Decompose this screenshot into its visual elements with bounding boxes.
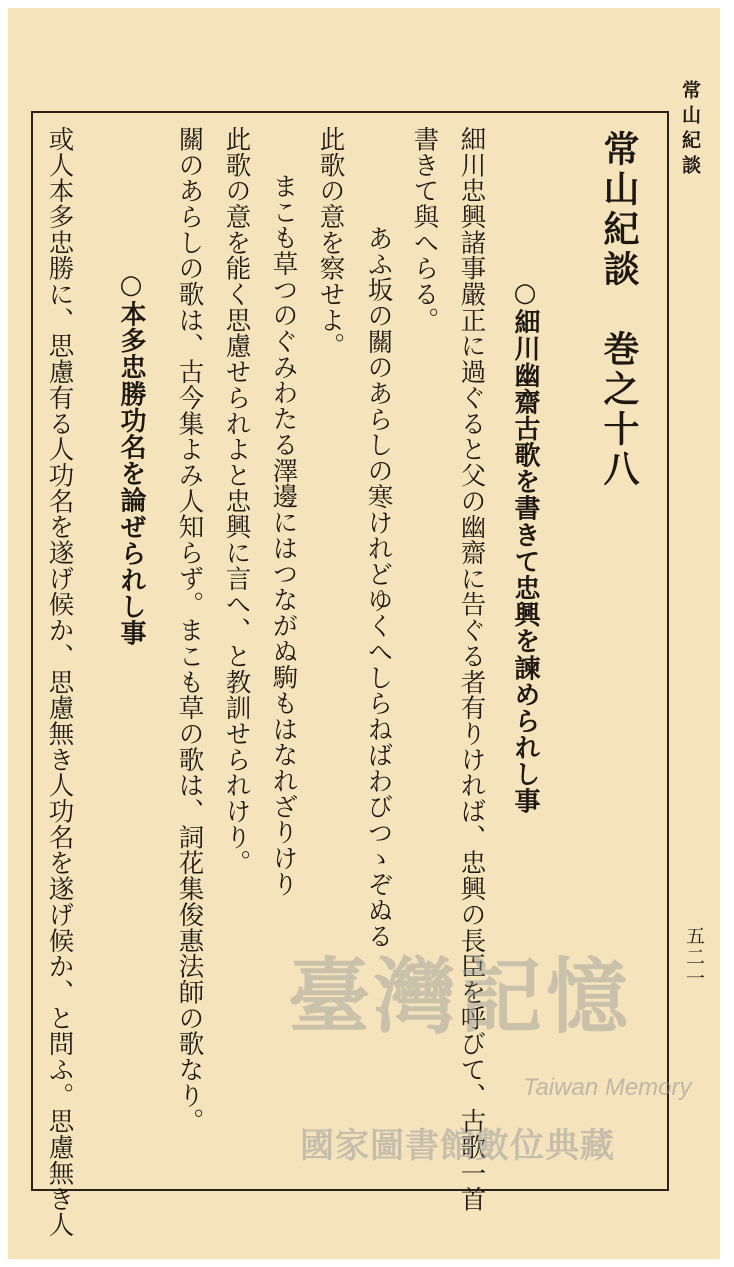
text-line: 此歌の意を察せよ。 xyxy=(315,126,346,359)
text-line: まこも草つのぐみわたる澤邊にはつながぬ駒もはなれざりけり xyxy=(268,173,299,897)
page-number: 五二一 xyxy=(683,926,705,989)
text-line: あふ坂の關のあらしの寒けれどゆくへしらねばわびつゝぞぬる xyxy=(363,225,394,949)
watermark-english: Taiwan Memory xyxy=(523,1074,692,1101)
text-line: 細川忠興諸事嚴正に過ぐると父の幽齋に告ぐる者有りければ、忠興の長臣を呼びて、古歌一首 xyxy=(456,126,487,1212)
section-heading-1: ○細川幽齋古歌を書きて忠興を諫められし事 xyxy=(510,278,540,814)
watermark-logo: 臺灣記憶 xyxy=(288,949,633,1045)
section-heading-2: ○本多忠勝功名を論ぜられし事 xyxy=(116,270,146,647)
text-line: 書きて與へらる。 xyxy=(409,126,440,333)
running-head: 常山紀談 xyxy=(679,80,701,180)
text-line: 關のあらしの歌は、古今集よみ人知らず。まこも草の歌は、詞花集俊惠法師の歌なり。 xyxy=(174,126,205,1135)
text-line: 此歌の意を能く思慮せられよと忠興に言へ、と教訓せられけり。 xyxy=(221,126,252,876)
chapter-title: 常山紀談 巻之十八 xyxy=(598,130,640,490)
book-page xyxy=(8,8,720,1259)
text-line: 或人本多忠勝に、思慮有る人功名を遂げ候か、思慮無き人功名を遂げ候か、と問ふ。思慮無き人 xyxy=(44,126,75,1238)
watermark-chinese: 國家圖書館數位典藏 xyxy=(300,1126,615,1166)
